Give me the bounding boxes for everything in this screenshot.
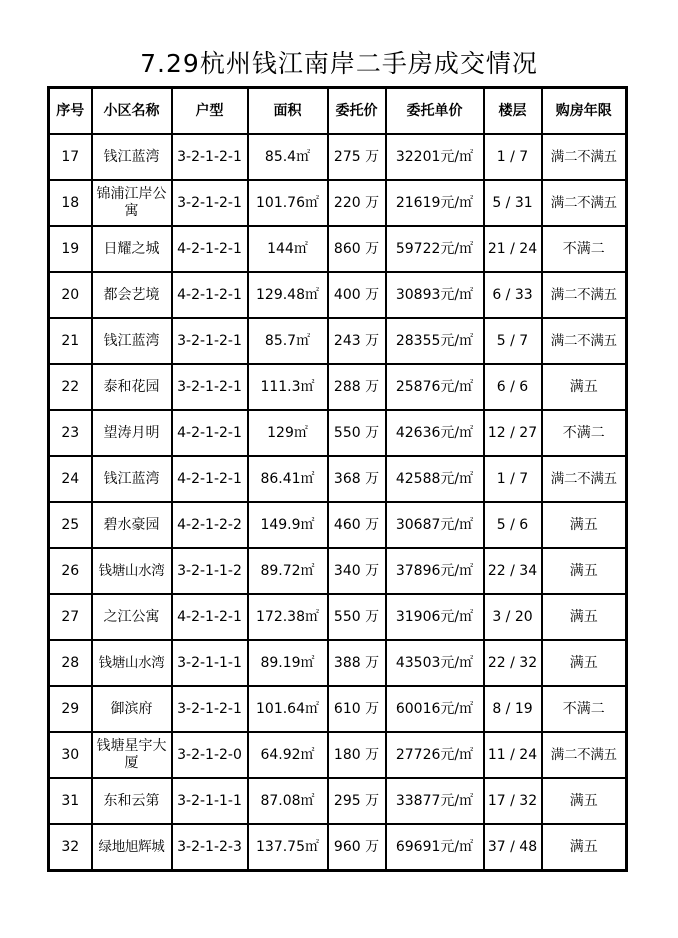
- cell-unit-price: 60016元/㎡: [386, 686, 484, 732]
- cell-floor: 1 / 7: [484, 134, 542, 180]
- table-row: [49, 686, 627, 732]
- cell-floor: 6 / 6: [484, 364, 542, 410]
- cell-listing-price: 275 万: [328, 134, 386, 180]
- cell-index: 28: [49, 640, 92, 686]
- cell-ownership-years: 满二不满五: [542, 456, 627, 502]
- cell-community: 钱塘星宇大厦: [92, 732, 172, 778]
- cell-community: 日耀之城: [92, 226, 172, 272]
- cell-index: 19: [49, 226, 92, 272]
- cell-ownership-years: 满五: [542, 364, 627, 410]
- cell-layout: 4-2-1-2-2: [172, 502, 248, 548]
- cell-area: 85.4㎡: [248, 134, 328, 180]
- cell-layout: 3-2-1-2-3: [172, 824, 248, 871]
- cell-ownership-years: 满五: [542, 824, 627, 871]
- cell-ownership-years: 满二不满五: [542, 732, 627, 778]
- cell-ownership-years: 满五: [542, 640, 627, 686]
- cell-ownership-years: 满五: [542, 594, 627, 640]
- cell-ownership-years: 满五: [542, 548, 627, 594]
- table-header-row: [49, 88, 627, 135]
- cell-unit-price: 31906元/㎡: [386, 594, 484, 640]
- cell-area: 89.19㎡: [248, 640, 328, 686]
- cell-area: 149.9㎡: [248, 502, 328, 548]
- cell-area: 129㎡: [248, 410, 328, 456]
- cell-floor: 21 / 24: [484, 226, 542, 272]
- cell-unit-price: 30687元/㎡: [386, 502, 484, 548]
- cell-ownership-years: 满二不满五: [542, 134, 627, 180]
- cell-unit-price: 28355元/㎡: [386, 318, 484, 364]
- cell-listing-price: 243 万: [328, 318, 386, 364]
- page-title: 7.29杭州钱江南岸二手房成交情况: [140, 49, 538, 78]
- cell-unit-price: 33877元/㎡: [386, 778, 484, 824]
- table-row: [49, 732, 627, 778]
- table-row: [49, 824, 627, 871]
- cell-floor: 17 / 32: [484, 778, 542, 824]
- cell-listing-price: 180 万: [328, 732, 386, 778]
- cell-floor: 22 / 34: [484, 548, 542, 594]
- cell-index: 22: [49, 364, 92, 410]
- cell-area: 85.7㎡: [248, 318, 328, 364]
- table-row: [49, 226, 627, 272]
- cell-listing-price: 860 万: [328, 226, 386, 272]
- cell-index: 17: [49, 134, 92, 180]
- cell-community: 钱塘山水湾: [92, 548, 172, 594]
- cell-index: 31: [49, 778, 92, 824]
- cell-area: 101.64㎡: [248, 686, 328, 732]
- cell-index: 23: [49, 410, 92, 456]
- cell-index: 26: [49, 548, 92, 594]
- table-row: [49, 594, 627, 640]
- cell-community: 东和云第: [92, 778, 172, 824]
- cell-unit-price: 59722元/㎡: [386, 226, 484, 272]
- cell-area: 87.08㎡: [248, 778, 328, 824]
- header-layout: 户型: [172, 88, 248, 135]
- table-row: [49, 364, 627, 410]
- cell-layout: 4-2-1-2-1: [172, 272, 248, 318]
- cell-layout: 4-2-1-2-1: [172, 410, 248, 456]
- cell-area: 144㎡: [248, 226, 328, 272]
- cell-layout: 4-2-1-2-1: [172, 594, 248, 640]
- cell-floor: 5 / 31: [484, 180, 542, 226]
- cell-unit-price: 30893元/㎡: [386, 272, 484, 318]
- header-unit-price: 委托单价: [386, 88, 484, 135]
- cell-unit-price: 37896元/㎡: [386, 548, 484, 594]
- cell-floor: 6 / 33: [484, 272, 542, 318]
- cell-floor: 1 / 7: [484, 456, 542, 502]
- cell-layout: 3-2-1-1-2: [172, 548, 248, 594]
- header-community: 小区名称: [92, 88, 172, 135]
- cell-floor: 8 / 19: [484, 686, 542, 732]
- table-row: [49, 272, 627, 318]
- cell-ownership-years: 满五: [542, 502, 627, 548]
- table-row: [49, 456, 627, 502]
- cell-ownership-years: 满二不满五: [542, 180, 627, 226]
- cell-ownership-years: 满二不满五: [542, 318, 627, 364]
- cell-unit-price: 42636元/㎡: [386, 410, 484, 456]
- cell-unit-price: 43503元/㎡: [386, 640, 484, 686]
- cell-index: 32: [49, 824, 92, 871]
- table-row: [49, 778, 627, 824]
- cell-layout: 3-2-1-2-1: [172, 318, 248, 364]
- cell-listing-price: 220 万: [328, 180, 386, 226]
- table-row: [49, 548, 627, 594]
- cell-index: 18: [49, 180, 92, 226]
- header-index: 序号: [49, 88, 92, 135]
- cell-unit-price: 21619元/㎡: [386, 180, 484, 226]
- cell-listing-price: 340 万: [328, 548, 386, 594]
- cell-community: 泰和花园: [92, 364, 172, 410]
- cell-layout: 4-2-1-2-1: [172, 226, 248, 272]
- cell-listing-price: 550 万: [328, 410, 386, 456]
- cell-index: 30: [49, 732, 92, 778]
- table-row: [49, 640, 627, 686]
- cell-listing-price: 388 万: [328, 640, 386, 686]
- cell-area: 64.92㎡: [248, 732, 328, 778]
- cell-listing-price: 960 万: [328, 824, 386, 871]
- cell-area: 172.38㎡: [248, 594, 328, 640]
- cell-unit-price: 25876元/㎡: [386, 364, 484, 410]
- cell-floor: 37 / 48: [484, 824, 542, 871]
- table-row: [49, 318, 627, 364]
- cell-ownership-years: 满二不满五: [542, 272, 627, 318]
- cell-area: 101.76㎡: [248, 180, 328, 226]
- cell-layout: 3-2-1-1-1: [172, 640, 248, 686]
- cell-community: 钱江蓝湾: [92, 134, 172, 180]
- table-row: [49, 134, 627, 180]
- header-listing-price: 委托价: [328, 88, 386, 135]
- cell-community: 之江公寓: [92, 594, 172, 640]
- cell-index: 27: [49, 594, 92, 640]
- cell-community: 都会艺境: [92, 272, 172, 318]
- cell-area: 111.3㎡: [248, 364, 328, 410]
- cell-ownership-years: 满五: [542, 778, 627, 824]
- cell-listing-price: 400 万: [328, 272, 386, 318]
- cell-area: 129.48㎡: [248, 272, 328, 318]
- header-area: 面积: [248, 88, 328, 135]
- table-body: [49, 134, 627, 871]
- cell-listing-price: 550 万: [328, 594, 386, 640]
- cell-listing-price: 295 万: [328, 778, 386, 824]
- cell-unit-price: 32201元/㎡: [386, 134, 484, 180]
- cell-ownership-years: 不满二: [542, 226, 627, 272]
- cell-listing-price: 610 万: [328, 686, 386, 732]
- cell-layout: 3-2-1-2-1: [172, 686, 248, 732]
- table-row: [49, 180, 627, 226]
- cell-floor: 11 / 24: [484, 732, 542, 778]
- cell-unit-price: 27726元/㎡: [386, 732, 484, 778]
- cell-community: 钱塘山水湾: [92, 640, 172, 686]
- cell-floor: 22 / 32: [484, 640, 542, 686]
- cell-ownership-years: 不满二: [542, 686, 627, 732]
- cell-area: 137.75㎡: [248, 824, 328, 871]
- cell-floor: 5 / 7: [484, 318, 542, 364]
- cell-layout: 4-2-1-2-1: [172, 456, 248, 502]
- cell-listing-price: 368 万: [328, 456, 386, 502]
- cell-community: 锦浦江岸公寓: [92, 180, 172, 226]
- cell-unit-price: 69691元/㎡: [386, 824, 484, 871]
- table-row: [49, 410, 627, 456]
- cell-unit-price: 42588元/㎡: [386, 456, 484, 502]
- cell-community: 绿地旭辉城: [92, 824, 172, 871]
- cell-layout: 3-2-1-2-1: [172, 364, 248, 410]
- cell-layout: 3-2-1-2-0: [172, 732, 248, 778]
- header-floor: 楼层: [484, 88, 542, 135]
- cell-index: 29: [49, 686, 92, 732]
- header-ownership-years: 购房年限: [542, 88, 627, 135]
- cell-area: 89.72㎡: [248, 548, 328, 594]
- table-row: [49, 502, 627, 548]
- cell-index: 24: [49, 456, 92, 502]
- cell-index: 25: [49, 502, 92, 548]
- transactions-table: [47, 86, 628, 872]
- cell-layout: 3-2-1-2-1: [172, 180, 248, 226]
- cell-layout: 3-2-1-2-1: [172, 134, 248, 180]
- cell-community: 钱江蓝湾: [92, 318, 172, 364]
- cell-listing-price: 460 万: [328, 502, 386, 548]
- cell-layout: 3-2-1-1-1: [172, 778, 248, 824]
- cell-community: 望涛月明: [92, 410, 172, 456]
- cell-floor: 3 / 20: [484, 594, 542, 640]
- cell-index: 21: [49, 318, 92, 364]
- cell-community: 钱江蓝湾: [92, 456, 172, 502]
- cell-index: 20: [49, 272, 92, 318]
- cell-floor: 12 / 27: [484, 410, 542, 456]
- cell-ownership-years: 不满二: [542, 410, 627, 456]
- cell-community: 御滨府: [92, 686, 172, 732]
- cell-floor: 5 / 6: [484, 502, 542, 548]
- cell-area: 86.41㎡: [248, 456, 328, 502]
- cell-listing-price: 288 万: [328, 364, 386, 410]
- cell-community: 碧水豪园: [92, 502, 172, 548]
